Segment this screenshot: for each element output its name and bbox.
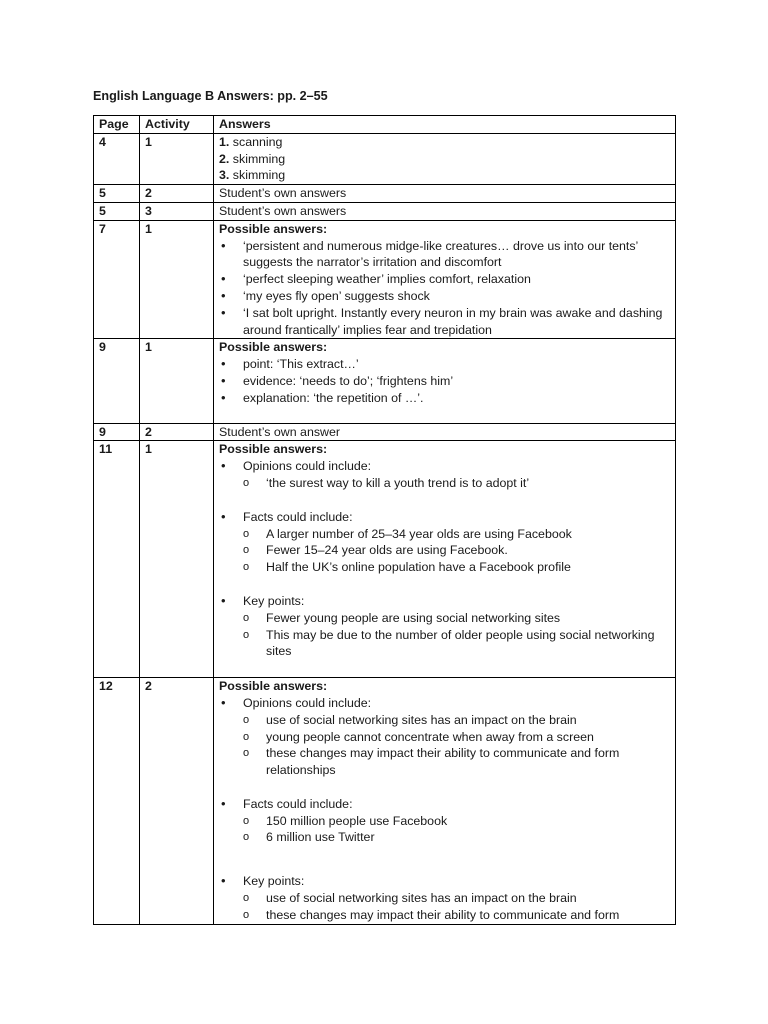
bullet-item xyxy=(219,695,675,712)
answer-cell xyxy=(214,339,676,423)
table-row xyxy=(94,441,676,678)
page-cell: 11 xyxy=(94,441,140,678)
sub-item: o young people cannot concentrate when away from a screen xyxy=(219,729,675,746)
bullet-list xyxy=(219,695,675,712)
activity-cell: 2 xyxy=(140,678,214,925)
sub-item: o A larger number of 25–34 year olds are using Facebook xyxy=(219,526,675,543)
header-activity: Activity xyxy=(140,116,214,134)
bullet-list xyxy=(219,509,675,526)
sub-item: o ‘the surest way to kill a youth trend is to adopt it’ xyxy=(219,475,675,492)
bullet-item xyxy=(219,509,675,526)
table-row xyxy=(94,202,676,220)
table-row xyxy=(94,678,676,925)
answer-cell xyxy=(214,441,676,678)
answer-text: skimming xyxy=(232,151,286,166)
bullet-list xyxy=(219,593,675,610)
page-title: English Language B Answers: pp. 2–55 xyxy=(93,89,328,103)
answer-number: 2. xyxy=(219,151,230,166)
sub-list xyxy=(219,475,675,492)
page-cell: 9 xyxy=(94,423,140,441)
sub-item: o This may be due to the number of older people using social networking sites xyxy=(219,627,675,661)
table-row xyxy=(94,220,676,339)
sub-item: o 6 million use Twitter xyxy=(219,829,675,846)
activity-cell: 1 xyxy=(140,133,214,184)
group-label: Facts could include: xyxy=(243,509,353,524)
bullet-list xyxy=(219,796,675,813)
group-label: Key points: xyxy=(243,874,305,889)
sub-list xyxy=(219,526,675,576)
answer-cell: Student’s own answer xyxy=(214,423,676,441)
activity-cell: 1 xyxy=(140,339,214,423)
page-cell: 5 xyxy=(94,202,140,220)
bullet-item: • ‘my eyes fly open’ suggests shock xyxy=(219,288,675,305)
answer-heading: Possible answers: xyxy=(219,221,328,236)
bullet-item xyxy=(219,458,675,475)
group-label: Key points: xyxy=(243,593,305,608)
bullet-item: • ‘persistent and numerous midge-like creatures… drove us into our tents’ suggests the narrator’s irritation and discomfort xyxy=(219,238,675,272)
bullet-item: • explanation: ‘the repetition of …’. xyxy=(219,390,675,407)
bullet-item: • evidence: ‘needs to do’; ‘frightens him’ xyxy=(219,373,675,390)
table-row xyxy=(94,423,676,441)
sub-item: o these changes may impact their ability to communicate and form xyxy=(219,907,675,924)
answer-number: 3. xyxy=(219,168,230,183)
sub-item: o Fewer 15–24 year olds are using Facebook. xyxy=(219,542,675,559)
sub-list xyxy=(219,610,675,660)
page-cell: 5 xyxy=(94,185,140,203)
activity-cell: 1 xyxy=(140,220,214,339)
answer-text: scanning xyxy=(232,134,283,149)
sub-item: o use of social networking sites has an impact on the brain xyxy=(219,712,675,729)
answers-table xyxy=(93,115,676,925)
activity-cell: 1 xyxy=(140,441,214,678)
answer-cell xyxy=(214,133,676,184)
bullet-list xyxy=(219,356,675,406)
bullet-list xyxy=(219,238,675,339)
bullet-item xyxy=(219,593,675,610)
sub-item: o use of social networking sites has an impact on the brain xyxy=(219,890,675,907)
group-label: Opinions could include: xyxy=(243,695,372,710)
sub-item: o Fewer young people are using social networking sites xyxy=(219,610,675,627)
numbered-answer xyxy=(219,134,675,151)
bullet-item xyxy=(219,796,675,813)
answer-heading: Possible answers: xyxy=(219,679,328,694)
page-cell: 7 xyxy=(94,220,140,339)
header-page: Page xyxy=(94,116,140,134)
bullet-item: • point: ‘This extract…’ xyxy=(219,356,675,373)
page-cell: 4 xyxy=(94,133,140,184)
sub-item: o these changes may impact their ability to communicate and form relationships xyxy=(219,745,675,779)
answer-heading: Possible answers: xyxy=(219,442,328,457)
answer-number: 1. xyxy=(219,134,230,149)
bullet-item: • ‘I sat bolt upright. Instantly every neuron in my brain was awake and dashing around frantically’ implies fear and trepidation xyxy=(219,305,675,339)
activity-cell: 3 xyxy=(140,202,214,220)
table-row xyxy=(94,339,676,423)
sub-item: o Half the UK’s online population have a Facebook profile xyxy=(219,559,675,576)
numbered-answer xyxy=(219,151,675,168)
header-answers: Answers xyxy=(214,116,676,134)
page-cell: 9 xyxy=(94,339,140,423)
bullet-list xyxy=(219,458,675,475)
table-header-row xyxy=(94,116,676,134)
answer-cell: Student’s own answers xyxy=(214,185,676,203)
answer-cell xyxy=(214,678,676,925)
sub-list xyxy=(219,890,675,924)
activity-cell: 2 xyxy=(140,185,214,203)
activity-cell: 2 xyxy=(140,423,214,441)
numbered-answer xyxy=(219,167,675,184)
answer-cell xyxy=(214,220,676,339)
page-cell: 12 xyxy=(94,678,140,925)
sub-item: o 150 million people use Facebook xyxy=(219,813,675,830)
answer-text: skimming xyxy=(232,168,286,183)
table-row xyxy=(94,185,676,203)
table-row xyxy=(94,133,676,184)
answer-cell: Student’s own answers xyxy=(214,202,676,220)
group-label: Facts could include: xyxy=(243,796,353,811)
bullet-item xyxy=(219,873,675,890)
sub-list xyxy=(219,712,675,779)
sub-list xyxy=(219,813,675,847)
group-label: Opinions could include: xyxy=(243,459,372,474)
answer-heading: Possible answers: xyxy=(219,340,328,355)
bullet-list xyxy=(219,873,675,890)
bullet-item: • ‘perfect sleeping weather’ implies comfort, relaxation xyxy=(219,271,675,288)
